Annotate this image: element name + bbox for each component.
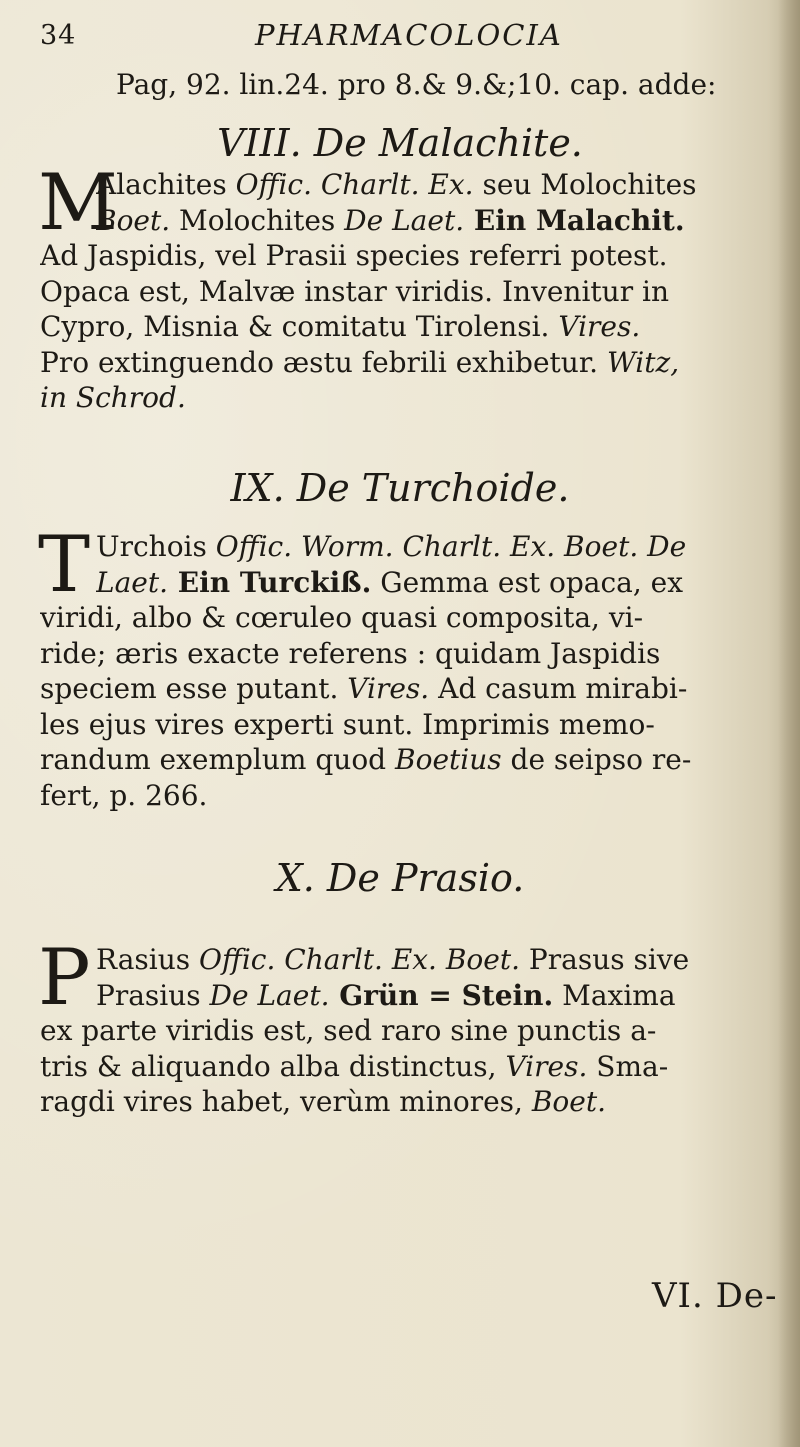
text-run: les ejus vires experti sunt. Imprimis memo- [40, 707, 655, 741]
text-line [40, 743, 760, 777]
text-line [40, 1085, 760, 1119]
text-run: De Laet. [209, 978, 330, 1012]
text-run: Witz, [606, 345, 680, 379]
text-run: fert, p. 266. [40, 778, 208, 812]
text-run: Ein Malachit. [464, 203, 685, 237]
drop-cap-p: P [38, 933, 91, 1023]
text-run: speciem esse putant. [40, 672, 348, 705]
text-line [40, 381, 760, 415]
text-run: Boet. [531, 1085, 606, 1118]
text-line [40, 239, 760, 273]
text-line [40, 1050, 760, 1084]
text-line [96, 168, 760, 202]
text-line [96, 943, 760, 977]
text-run: Prasius [96, 978, 210, 1012]
text-run: de seipso re- [501, 743, 692, 776]
text-run: Urchois [96, 530, 216, 563]
text-run: Ad casum mirabi- [429, 672, 688, 705]
text-run: Offic. Charlt. Ex. Boet. [199, 943, 521, 976]
section-heading-turchoide: IX. De Turchoide. [230, 466, 570, 510]
text-run: seu Molochites [473, 168, 697, 201]
text-line [40, 637, 760, 671]
text-run: Rasius [96, 943, 200, 976]
text-run: Boetius [395, 743, 502, 776]
section-heading-prasio: X. De Prasio. [275, 856, 525, 900]
text-line [96, 530, 760, 564]
text-run: randum exemplum quod [40, 743, 396, 776]
text-run: De Laet. [344, 203, 465, 237]
text-run: Offic. Charlt. Ex. [235, 168, 474, 201]
text-run: Maxima [553, 978, 676, 1012]
running-title: PHARMACOLOCIA [255, 18, 563, 52]
text-line [40, 310, 760, 344]
text-line [96, 979, 760, 1013]
text-line [40, 346, 760, 380]
text-run: Molochites [170, 203, 345, 237]
text-run: Opaca est, Malvæ instar viridis. Invenitur in [40, 274, 669, 308]
text-run: ride; æris exacte referens : quidam Jaspidis [40, 636, 661, 670]
text-line [96, 204, 760, 238]
text-line [96, 566, 760, 600]
text-run: ragdi vires habet, verùm minores, [40, 1085, 532, 1118]
section-heading-malachite: VIII. De Malachite. [217, 121, 583, 165]
text-line [40, 275, 760, 309]
running-head [40, 14, 760, 54]
text-run: Ein Turckiß. [168, 565, 372, 599]
text-run: Offic. Worm. Charlt. Ex. Boet. De [215, 530, 687, 563]
text-run: Alachites [96, 168, 236, 201]
text-run: tris & aliquando alba distinctus, [40, 1049, 506, 1083]
text-run: viridi, albo & cœruleo quasi composita, vi- [40, 601, 644, 634]
page-gutter-shadow [778, 0, 800, 1447]
drop-cap-m: M [38, 158, 118, 248]
text-run: Gemma est opaca, ex [371, 565, 683, 599]
text-run: Prasus sive [520, 943, 690, 976]
text-run: in Schrod. [40, 381, 186, 414]
page-number: 34 [40, 20, 77, 51]
text-run: Ad Jaspidis, vel Prasii species referri potest. [40, 239, 668, 272]
text-run: Laet. [96, 565, 169, 599]
text-line [40, 672, 760, 706]
text-run: Cypro, Misnia & comitatu Tirolensi. [40, 310, 559, 343]
text-run: Pro extinguendo æstu febrili exhibetur. [40, 345, 607, 379]
text-line [40, 708, 760, 742]
text-run: ex parte viridis est, sed raro sine punctis a- [40, 1014, 657, 1047]
addendum-line: Pag, 92. lin.24. pro 8.& 9.&;10. cap. adde: [116, 68, 717, 101]
drop-cap-t: T [38, 520, 91, 610]
text-run: Sma- [587, 1049, 669, 1083]
text-line [40, 1014, 760, 1048]
text-line [40, 601, 760, 635]
text-run: Grün = Stein. [329, 978, 554, 1012]
text-line [40, 779, 760, 813]
text-run: Boet. [96, 203, 171, 237]
catchword: VI. De- [652, 1276, 778, 1316]
text-run: Vires. [347, 672, 430, 705]
text-run: Vires. [558, 310, 641, 343]
text-run: Vires. [505, 1049, 588, 1083]
